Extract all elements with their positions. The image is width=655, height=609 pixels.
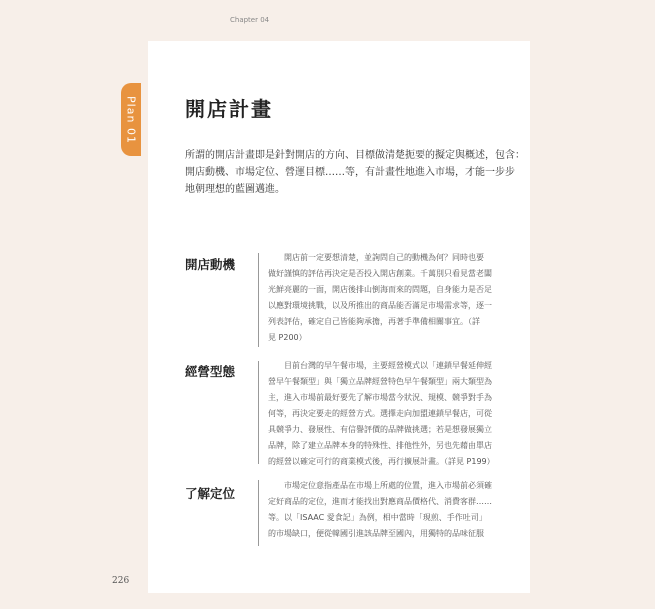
body-line: 以應對環境挑戰，以及所推出的商品能否滿足市場需求等，逐一	[268, 301, 492, 310]
body-line: 具競爭力、發展性、有信譽評價的品牌做挑選；若是想發展獨立	[268, 425, 492, 434]
body-line: 光鮮亮麗的一面，開店後排山倒海而來的問題，自身能力是否足	[268, 285, 492, 294]
section-heading-positioning: 了解定位	[185, 486, 236, 501]
section-divider	[258, 253, 259, 347]
body-line: 市場定位意指產品在市場上所處的位置，進入市場前必須確	[284, 481, 492, 490]
body-line: 的經營以確定可行的商業模式後，再行擴展計畫。（詳見 P199）	[268, 457, 495, 466]
body-line: 主，進入市場前最好要先了解市場當今狀況、規模、競爭對手為	[268, 393, 492, 402]
intro-line: 地朝理想的藍圖邁進。	[185, 184, 285, 195]
page-number: 226	[112, 576, 130, 586]
section-body-business-type	[268, 358, 518, 470]
body-line: 品牌，除了建立品牌本身的特殊性、排他性外，另也先藉由單店	[268, 441, 492, 450]
section-body-positioning	[268, 478, 518, 542]
section-divider	[258, 480, 259, 546]
page-title: 開店計畫	[185, 97, 273, 121]
body-line: 的市場缺口，便從韓國引進該品牌至國內，用獨特的品味征服	[268, 529, 484, 538]
section-heading-motivation: 開店動機	[185, 257, 236, 272]
section-divider	[258, 361, 259, 464]
body-line: 定好商品的定位，進而才能找出對應商品價格代、消費客群……	[268, 497, 492, 506]
section-body-motivation	[268, 250, 518, 346]
plan-label: Plan 01	[124, 95, 138, 144]
body-line: 目前台灣的早午餐市場，主要經營模式以「連鎖早餐延伸經	[284, 361, 492, 370]
body-line: 見 P200）	[268, 333, 307, 342]
intro-line: 所謂的開店計畫即是針對開店的方向、目標做清楚扼要的擬定與概述，包含：	[185, 150, 525, 161]
body-line: 列表評估，確定自己皆能夠承擔，再著手準備相關事宜。（詳	[268, 317, 480, 326]
plan-label-tab	[121, 83, 141, 156]
intro-line: 開店動機、市場定位、營運目標……等，有計畫性地進入市場，才能一步步	[185, 167, 515, 178]
body-line: 營早午餐類型」與「獨立品牌經營特色早午餐類型」兩大類型為	[268, 377, 492, 386]
body-line: 何等，再決定要走的經營方式。選擇走向加盟連鎖早餐店，可從	[268, 409, 492, 418]
section-heading-business-type: 經營型態	[185, 364, 236, 379]
body-line: 開店前一定要想清楚，並詢問自己的動機為何？同時也要	[284, 253, 484, 262]
intro-paragraph	[185, 147, 525, 198]
chapter-header: Chapter 04	[230, 16, 270, 24]
body-line: 等。以「ISAAC 愛食記」為例，相中當時「現煎、手作吐司」	[268, 513, 487, 522]
body-line: 做好謹慎的評估再決定是否投入開店創業。千萬別只看見當老闆	[268, 269, 492, 278]
